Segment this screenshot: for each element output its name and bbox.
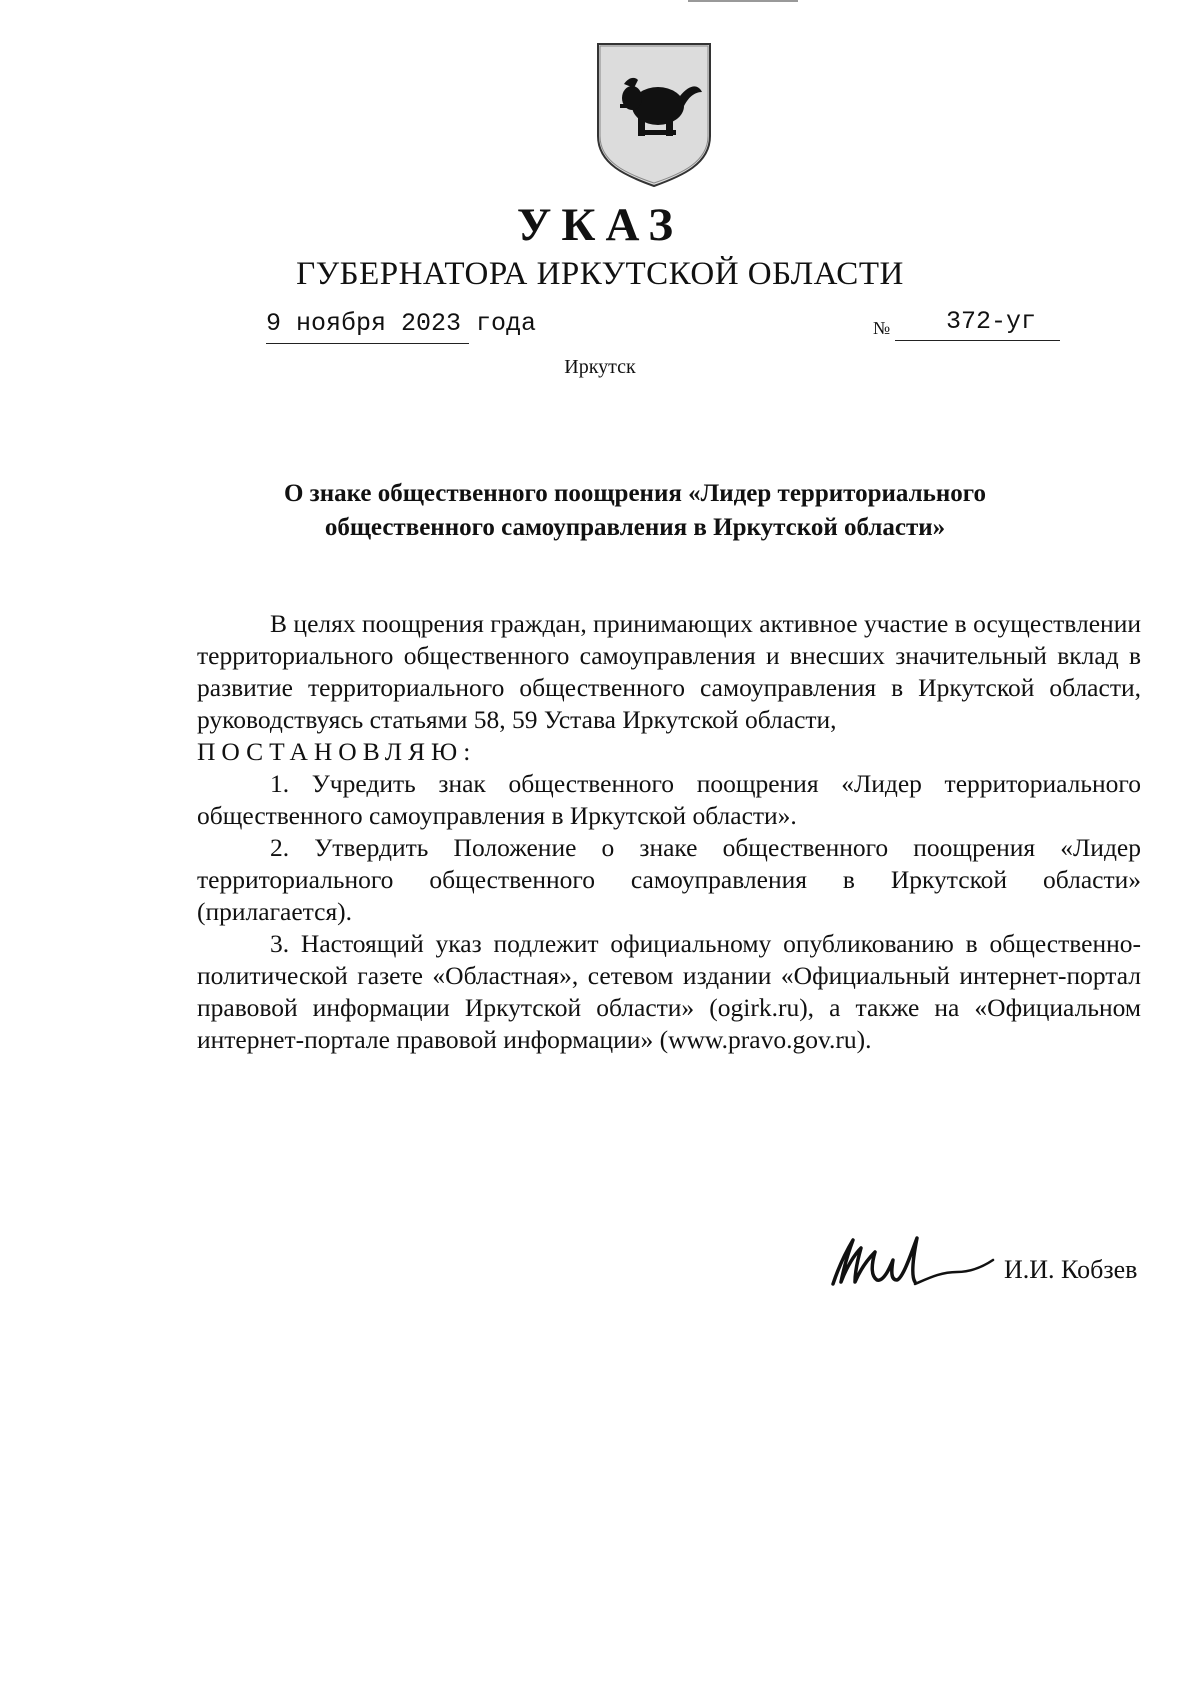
decree-number: 372-уг	[946, 307, 1037, 336]
handwritten-signature-icon	[825, 1222, 995, 1294]
irkutsk-coat-of-arms-icon	[594, 40, 714, 188]
decree-item-3: 3. Настоящий указ подлежит официальному опубликованию в общественно-политической газете «Областная», сетевом издании «Официальный интернет-портал правовой информации Иркутской области» (ogirk.ru), а также на «Официальном интернет-портале правовой информации» (www.pravo.gov.ru).	[197, 929, 1141, 1054]
number-sign: №	[873, 318, 891, 338]
decree-item-1: 1. Учредить знак общественного поощрения «Лидер территориального общественного самоуправления в Иркутской области».	[197, 769, 1141, 830]
decree-body	[197, 608, 1141, 1056]
decree-date: 9 ноября 2023 года	[266, 309, 537, 338]
date-underline	[266, 343, 469, 344]
decree-item-2: 2. Утвердить Положение о знаке общественного поощрения «Лидер территориального общественного самоуправления в Иркутской области» (прилагается).	[197, 833, 1141, 926]
preamble-paragraph: В целях поощрения граждан, принимающих активное участие в осуществлении территориального общественного самоуправления и внесших значительный вклад в развитие территориального общественного самоуправления в Иркутской области, руководствуясь статьями 58, 59 Устава Иркутской области,	[197, 609, 1141, 734]
scan-mark	[688, 0, 798, 2]
heading-line-1: О знаке общественного поощрения «Лидер территориального	[283, 480, 986, 507]
city-name: Иркутск	[564, 356, 636, 378]
signer-name: И.И. Кобзев	[1004, 1255, 1138, 1284]
heading-line-2: общественного самоуправления в Иркутской области»	[324, 514, 946, 541]
decree-heading	[200, 477, 1070, 545]
document-title: УКАЗ	[516, 199, 684, 251]
decree-word: ПОСТАНОВЛЯЮ:	[197, 737, 477, 766]
document-subtitle: ГУБЕРНАТОРА ИРКУТСКОЙ ОБЛАСТИ	[296, 256, 904, 292]
number-underline	[895, 340, 1060, 341]
